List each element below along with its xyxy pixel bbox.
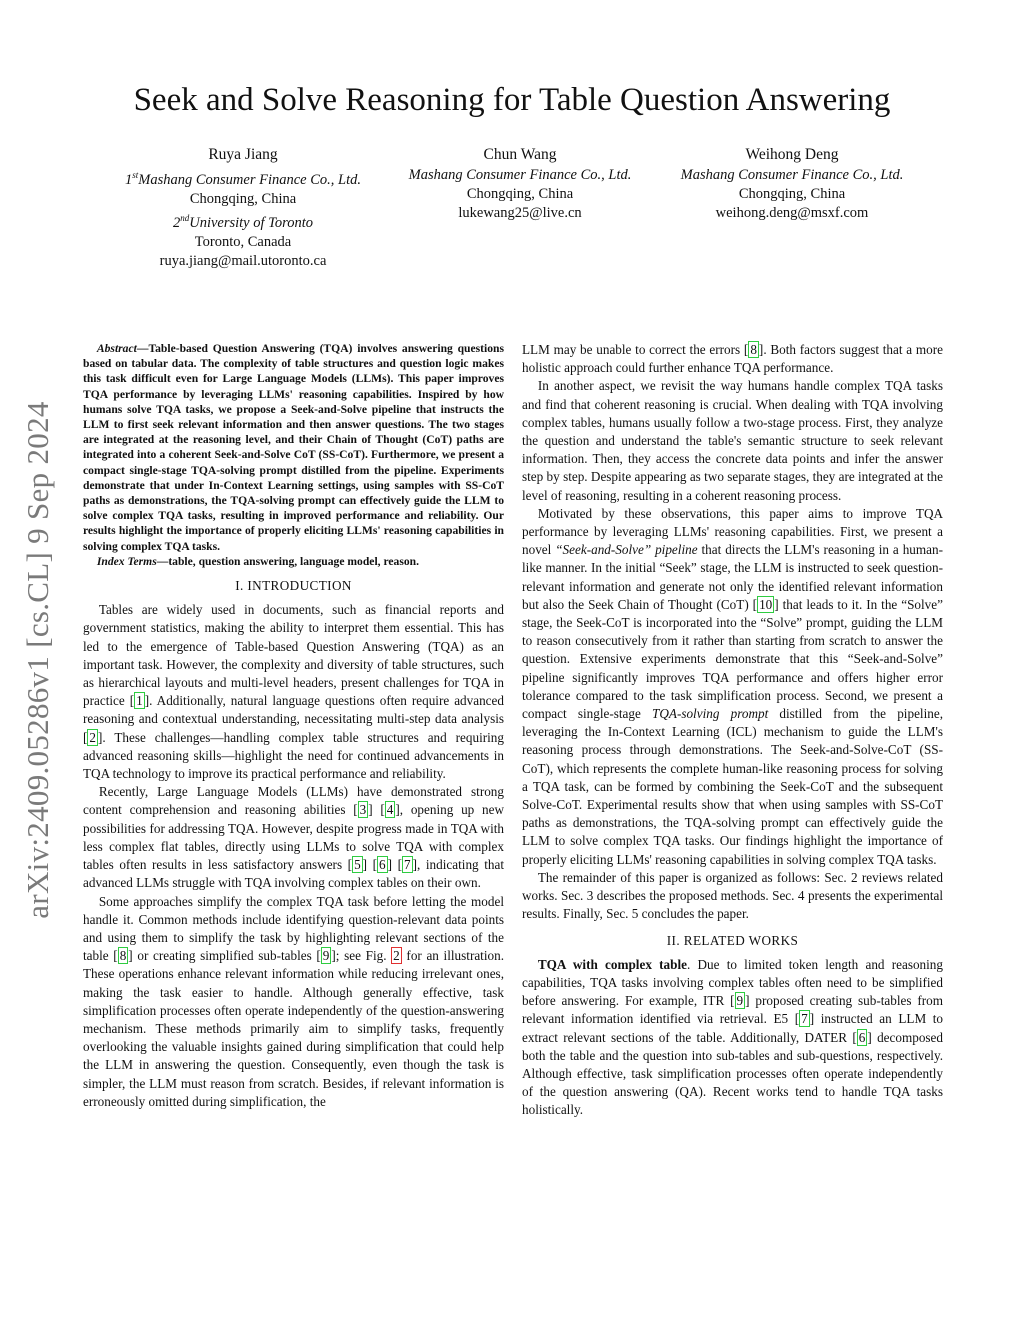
citation-link[interactable]: 1: [136, 693, 143, 709]
intro-paragraph-4: In another aspect, we revisit the way humans handle complex TQA tasks and find that coherent reasoning is crucial. When dealing with TQA involving complex tables, humans usually follow a two-stage process. First, they analyze the question and understand the table's semantic structure to seek relevant information. Then, they access the concrete data points and infer the answer step by step. Despite appearing as two separate stages, they are integrated at the level of reasoning, resulting in a coherent reasoning process.: [522, 378, 943, 503]
section-heading-introduction: I. INTRODUCTION: [235, 578, 352, 594]
intro-paragraph-3: Some approaches simplify the complex TQA task before letting the model handle it. Common methods include identifying question-relevant data points and using them to simplify the task by highlighting relevant sections of the table [ 8 ] or creating simplified sub-tables [ 9 ]; see Fig. 2 for an illustration. These operations enhance relevant information while reducing irrelevant ones, making the task easier to handle. Although generally effective, task simplification processes often operate independently of the question-answering mechanism. These methods primarily aim to simplify tasks, frequently overlooking the valuable insights gained during simplification that could help the LLM in answering the question. Consequently, even though the task is simpler, the LLM must reason from scratch. Besides, if relevant information is erroneously omitted during simplification, the: [83, 893, 504, 1109]
abstract: Abstract—Table-based Question Answering (TQA) involves answering questions based on tabular data. The complexity of table structures and question logic makes this task difficult even for Large Language Models (LLMs). This paper improves TQA performance by leveraging LLMs' reasoning capabilities. Inspired by how humans solve TQA tasks, we propose a Seek-and-Solve pipeline that instructs the LLM to first seek relevant information and then answer questions. The two stages are integrated at the reasoning level, and their Chain of Thought (CoT) paths are integrated into a coherent Seek-and-Solve CoT (SS-CoT). Furthermore, we present a compact single-stage TQA-solving prompt distilled from the pipeline. Experiments demonstrate that under In-Context Learning settings, using samples with SS-CoT paths as demonstrations, the TQA-solving prompt can effectively guide the LLM to solve complex TQA tasks, resulting in improved performance and reliability. Our results highlight the importance of properly eliciting LLMs' reasoning capabilities in solving complex TQA tasks.: [83, 342, 504, 553]
author-email: weihong.deng@msxf.com: [715, 205, 869, 221]
author-name: Ruya Jiang: [208, 146, 278, 163]
citation-link[interactable]: 7: [801, 1011, 808, 1027]
author-location: Chongqing, China: [189, 190, 297, 207]
intro-paragraph-1: Tables are widely used in documents, such as financial reports and government statistics, making the ability to interpret them essential. This has led to the emergence of Table-based Question Answering (TQA) as an important task. However, the complexity and diversity of table structures, such as hierarchical layouts and multi-level headers, present challenges for TQA in practice [ 1 ]. Additionally, natural language questions often require advanced reasoning and contextual understanding, necessitating multi-step data analysis [ 2 ]. These challenges—handling complex table structures and requiring advanced reasoning skills—highlight the need for continued advancements in TQA technology to improve its practical performance and reliability.: [83, 602, 504, 782]
intro-paragraph-2: Recently, Large Language Models (LLMs) have demonstrated strong content comprehension and reasoning abilities [ 3 ] [ 4 ], opening up new possibilities for addressing TQA. However, despite progress made in TQA with less complex flat tables, directly using LLMs to solve TQA with complex tables often results in less satisfactory answers [ 5 ] [ 6 ] [ 7 ], indicating that advanced LLMs struggle with TQA involving complex tables on their own.: [83, 784, 504, 891]
section-heading-related-works: II. RELATED WORKS: [666, 932, 799, 948]
paper-title: Seek and Solve Reasoning for Table Question Answering: [133, 82, 891, 118]
arxiv-sidebar: [8, 360, 68, 960]
author-block-1: [108, 145, 378, 271]
author-email: ruya.jiang@mail.utoronto.ca: [159, 252, 327, 269]
right-column: [522, 341, 943, 1120]
author-affiliation: Mashang Consumer Finance Co., Ltd.: [408, 167, 632, 183]
citation-link[interactable]: 8: [119, 948, 127, 964]
related-paragraph-1: TQA with complex table. Due to limited token length and reasoning capabilities, TQA tasks involving complex tables often need to be simplified before answering. For example, ITR [ 9 ] proposed creating sub-tables from relevant information identified via retrieval. E5 [ 7 ] instructed an LLM to extract relevant sections of the table. Additionally, DATER [ 6 ] decomposed both the table and the question into sub-tables and sub-questions, respectively. Although effective, task simplification processes often operate independently of the question answering (QA). Recent works tend to handle TQA tasks holistically.: [522, 956, 944, 1118]
author-name: Weihong Deng: [745, 146, 839, 163]
citation-link[interactable]: 6: [858, 1029, 866, 1045]
left-column: [83, 341, 504, 1111]
author-affiliation: Mashang Consumer Finance Co., Ltd.: [680, 167, 904, 183]
index-terms: Index Terms—table, question answering, language model, reason.: [96, 554, 419, 568]
citation-link[interactable]: 4: [386, 802, 394, 818]
citation-link[interactable]: 7: [404, 857, 411, 873]
author-email: lukewang25@live.cn: [458, 205, 582, 221]
citation-link[interactable]: 10: [759, 596, 773, 612]
citation-link[interactable]: 8: [750, 342, 757, 357]
citation-link[interactable]: 9: [736, 993, 744, 1009]
author-affiliation: 1stMashang Consumer Finance Co., Ltd.: [125, 170, 361, 188]
arxiv-identifier: arXiv:2409.05286v1 [cs.CL] 9 Sep 2024: [20, 401, 55, 919]
intro-paragraph-6: The remainder of this paper is organized as follows: Sec. 2 reviews related works. Sec. 3 describes the proposed methods. Sec. 4 presents the experimental results. Finally, Sec. 5 concludes the paper.: [522, 869, 943, 922]
intro-paragraph-5: Motivated by these observations, this paper aims to improve TQA performance by leveraging LLMs' reasoning capabilities. First, we present a novel “Seek-and-Solve” pipeline that directs the LLM's reasoning in a human-like manner. In the initial “Seek” stage, the LLM is instructed to seek question-relevant information and generate not only the identified relevant information but also the Seek Chain of Thought (CoT) [ 10 ] that leads to it. In the “Solve” stage, the Seek-CoT is incorporated into the “Solve” prompt, guiding the LLM to reason consecutively from it rather than starting from scratch to answer the question. Extensive experiments demonstrate that this “Seek-and-Solve” pipeline significantly improves TQA performance and offers higher error tolerance compared to the task simplification process. Second, we present a compact single-stage TQA-solving prompt distilled from the pipeline, leveraging the In-Context Learning (ICL) mechanism to guide the LLM's reasoning process through demonstrations. The Seek-and-Solve-CoT (SS-CoT), which represents the complete human-like reasoning process for solving a TQA task, can be formed by combining the Seek-CoT and the subsequent Solve-CoT. Experimental results show that when using samples with SS-CoT paths as demonstrations, the TQA-solving prompt can effectively guide the LLM to solve complex TQA tasks. Our findings highlight the importance of properly eliciting LLMs' reasoning capabilities in solving complex TQA tasks.: [522, 505, 943, 867]
author-location: Chongqing, China: [466, 186, 574, 202]
citation-link[interactable]: 9: [322, 948, 330, 964]
author-block-2: [385, 145, 655, 223]
intro-paragraph-3-cont: LLM may be unable to correct the errors [ 8 ]. Both factors suggest that a more holistic approach could further enhance TQA performance.: [522, 342, 943, 376]
citation-link[interactable]: 6: [379, 857, 386, 873]
author-affiliation-2: 2ndUniversity of Toronto: [172, 212, 314, 231]
citation-link[interactable]: 3: [359, 802, 367, 818]
author-block-3: [657, 145, 927, 223]
citation-link[interactable]: 5: [354, 857, 361, 873]
citation-link[interactable]: 2: [89, 729, 96, 745]
author-location: Chongqing, China: [738, 186, 846, 202]
author-location-2: Toronto, Canada: [194, 233, 292, 250]
author-name: Chun Wang: [483, 146, 557, 163]
figure-link[interactable]: 2: [393, 948, 400, 964]
